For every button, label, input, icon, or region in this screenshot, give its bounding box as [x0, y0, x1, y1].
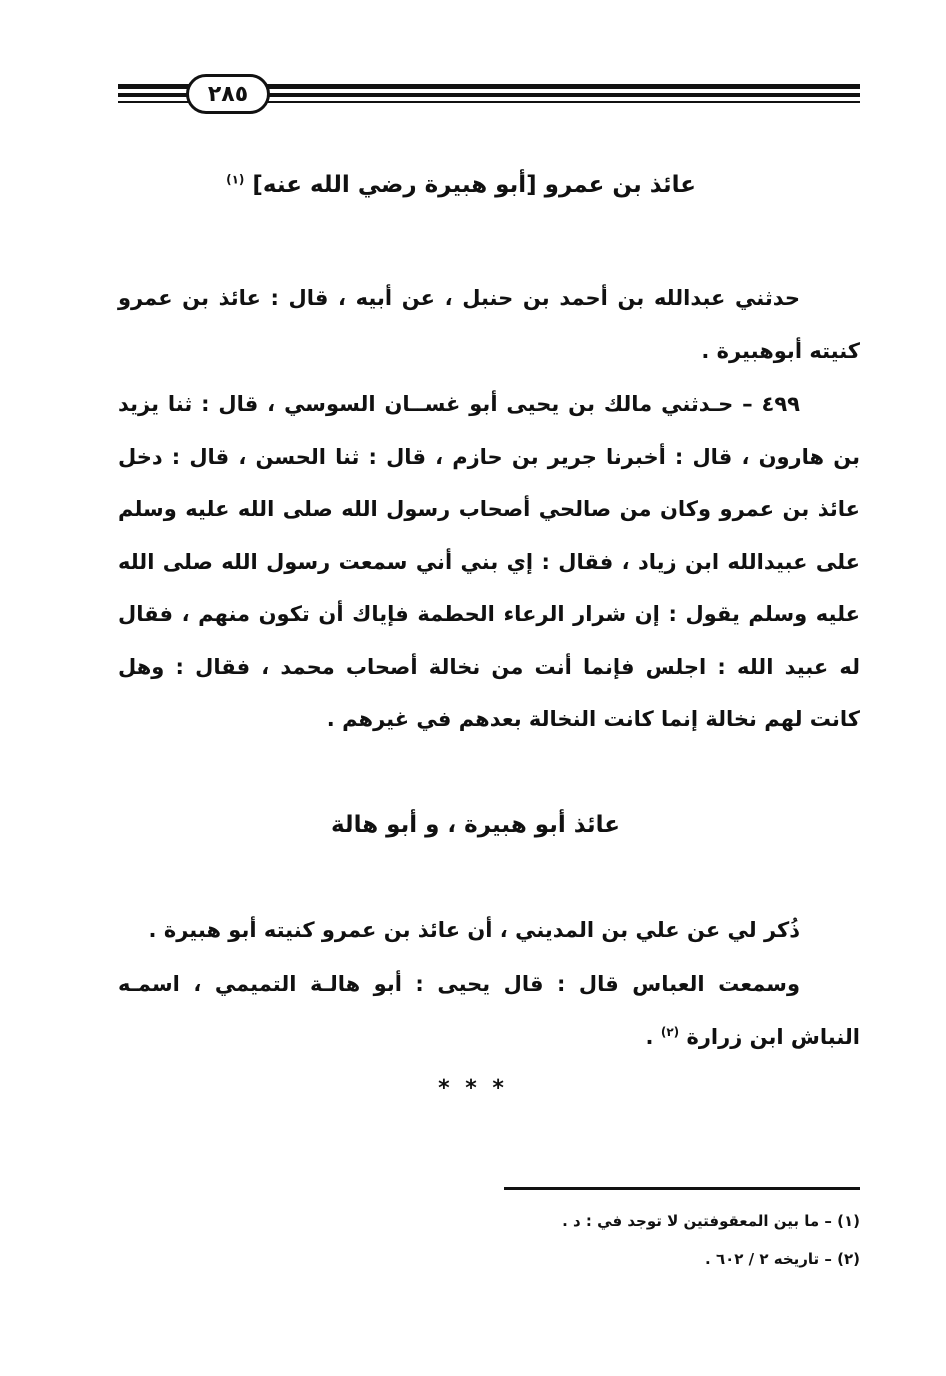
paragraph-4-text: وسمعت العباس قال : قال يحيى : أبو هالـة التميمي ، اسمـه النباش ابن زرارة	[118, 972, 860, 1049]
paragraph-4-end: .	[645, 1024, 654, 1049]
section-title-2: عائذ أبو هبيرة ، و أبو هالة	[330, 812, 620, 838]
section-title-1-text: عائذ بن عمرو [أبو هبيرة رضي الله عنه]	[252, 172, 696, 198]
section-title-1	[226, 172, 696, 198]
footnote-2: (٢) – تاريخه ٢ / ٦٠٢ .	[705, 1250, 860, 1268]
page-number: ٢٨٥	[207, 81, 249, 107]
footnote-ref-1: (١)	[226, 172, 245, 187]
footnote-ref-2: (٢)	[660, 1024, 680, 1039]
paragraph-3: ذُكر لي عن علي بن المديني ، أن عائذ بن عمرو كنيته أبو هبيرة .	[148, 918, 800, 942]
paragraph-4	[118, 958, 860, 1063]
section-separator: * * *	[438, 1076, 508, 1101]
paragraph-hadith-499: ٤٩٩ – حـدثني مالك بن يحيى أبو غســان السوسي ، قال : ثنا يزيد بن هارون ، قال : أخبرنا جرير بن حازم ، قال : ثنا الحسن ، قال : دخل عائذ بن عمرو وكان من صالحي أصحاب رسول الله صلى الله عليه وسلم على عبيدالله ابن زياد ، فقال : إي بني أني سمعت رسول الله صلى الله عليه وسلم يقول : إن شرار الرعاء الحطمة فإياك أن تكون منهم ، فقال له عبيد الله : اجلس فإنما أنت من نخالة أصحاب محمد ، فقال : وهل كانت لهم نخالة إنما كانت النخالة بعدهم في غيرهم .	[118, 392, 860, 731]
footnote-1: (١) – ما بين المعقوفتين لا توجد في : د .	[562, 1212, 860, 1230]
page-number-frame	[186, 74, 270, 114]
footnote-divider	[504, 1187, 860, 1190]
paragraph-1: حدثني عبدالله بن أحمد بن حنبل ، عن أبيه ، قال : عائذ بن عمرو كنيته أبوهبيرة .	[118, 286, 860, 363]
